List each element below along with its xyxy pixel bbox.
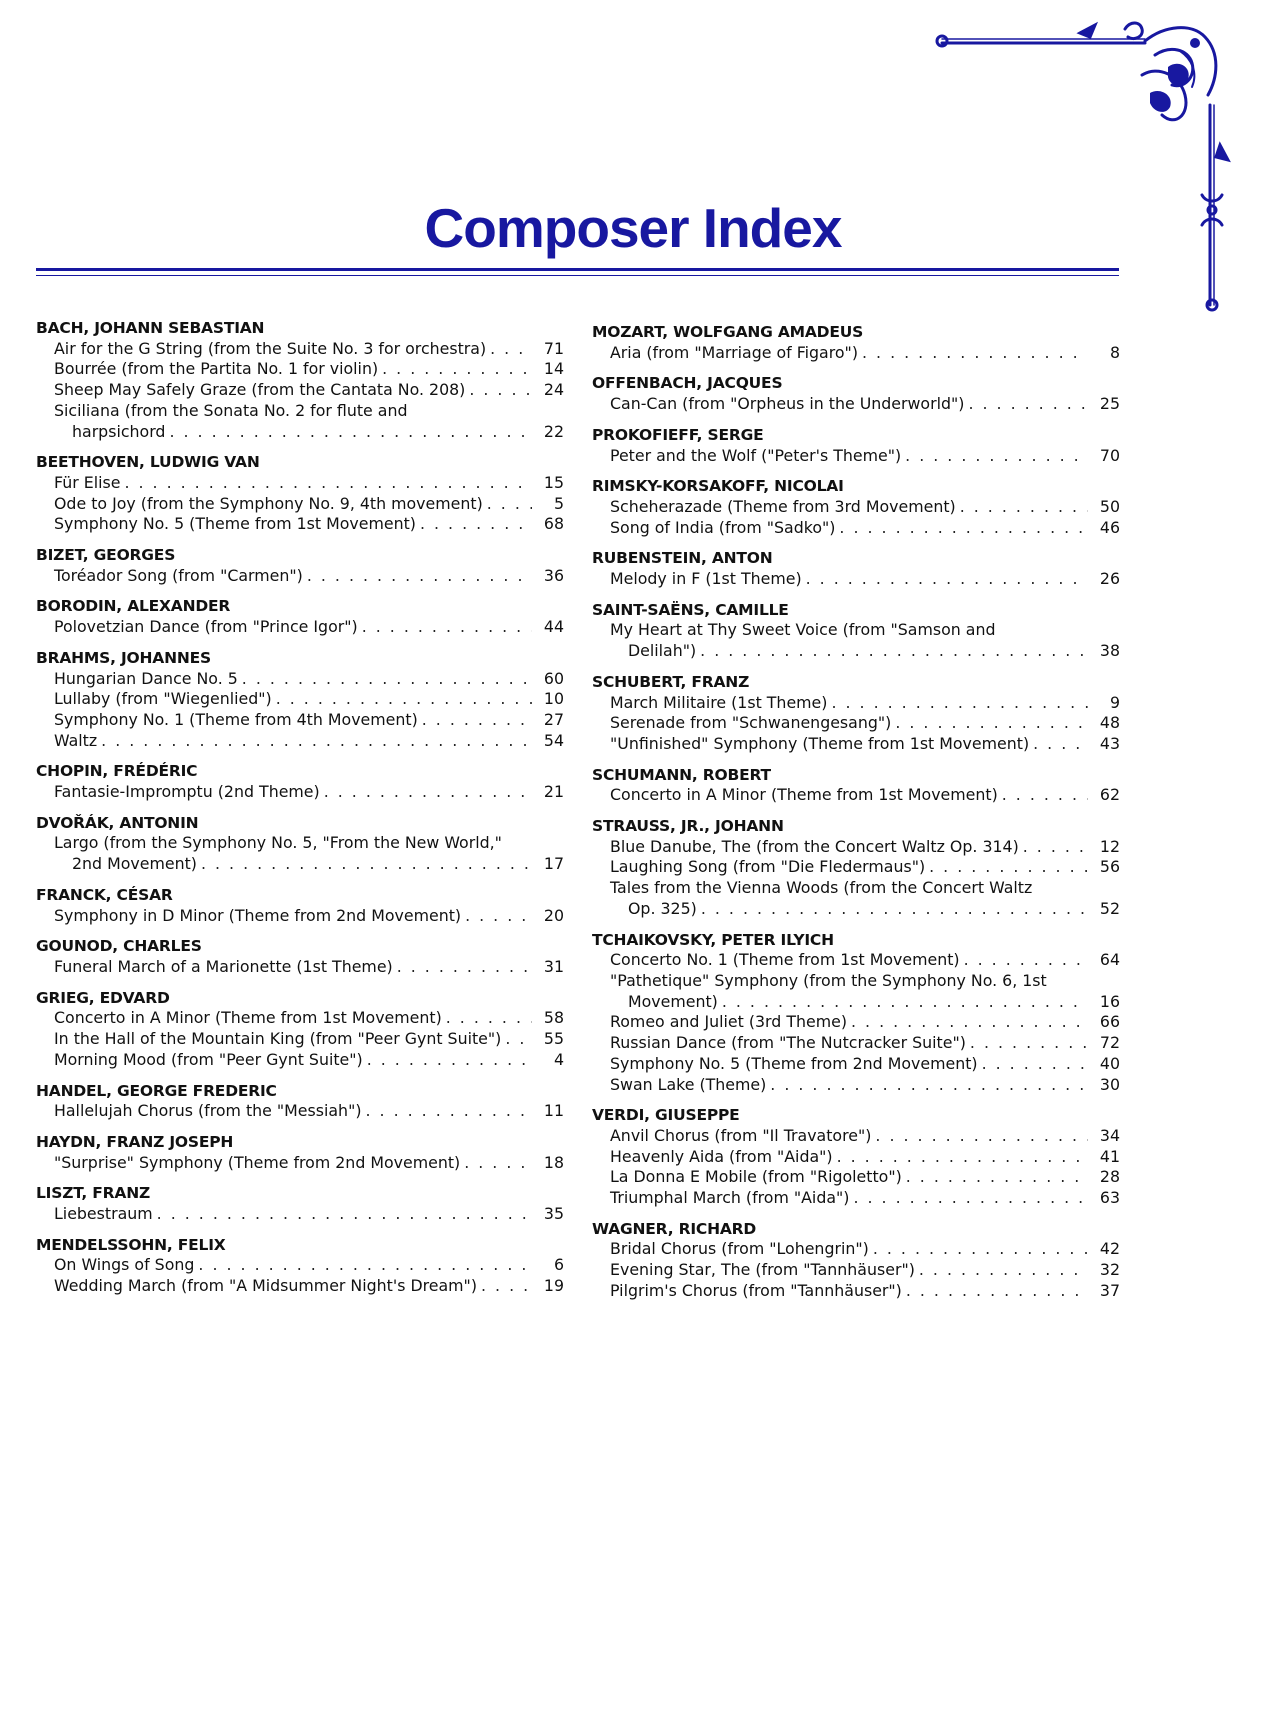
dot-leader <box>124 473 532 494</box>
entry-title: Ode to Joy (from the Symphony No. 9, 4th movement) <box>54 493 483 513</box>
entry-title: Russian Dance (from "The Nutcracker Suite") <box>610 1033 966 1053</box>
dot-leader <box>837 1147 1088 1168</box>
index-entry <box>592 837 1120 858</box>
composer-name: HAYDN, FRANZ JOSEPH <box>36 1132 234 1151</box>
page-number: 9 <box>1109 692 1120 712</box>
dot-leader <box>982 1054 1088 1075</box>
dot-leader <box>873 1239 1088 1260</box>
entry-title: "Unfinished" Symphony (Theme from 1st Movement) <box>610 733 1030 753</box>
index-entry <box>592 446 1120 467</box>
index-entry <box>592 569 1120 590</box>
index-entry <box>592 394 1120 415</box>
page-number: 52 <box>1099 898 1120 918</box>
dot-leader <box>464 1153 532 1174</box>
composer-name: GRIEG, EDVARD <box>36 988 170 1007</box>
dot-leader <box>853 1188 1088 1209</box>
dot-leader <box>307 566 532 587</box>
composer-block <box>592 373 1120 414</box>
index-entry <box>36 1008 564 1029</box>
page-number: 5 <box>553 493 564 513</box>
composer-name: BEETHOVEN, LUDWIG VAN <box>36 453 260 472</box>
page-number: 41 <box>1099 1146 1120 1166</box>
composer-block <box>592 765 1120 806</box>
dot-leader <box>851 1012 1088 1033</box>
dot-leader <box>198 1255 532 1276</box>
page-number: 44 <box>543 617 564 637</box>
dot-leader <box>157 1204 532 1225</box>
page-number: 50 <box>1099 496 1120 516</box>
composer-name: CHOPIN, FRÉDÉRIC <box>36 762 198 781</box>
dot-leader <box>367 1050 532 1071</box>
index-entry <box>592 1147 1120 1168</box>
composer-block <box>36 648 564 752</box>
entry-title: Concerto No. 1 (Theme from 1st Movement) <box>610 950 960 970</box>
entry-title: "Pathetique" Symphony (from the Symphony No. 6, 1st <box>610 970 1047 990</box>
page-number: 6 <box>553 1255 564 1275</box>
composer-name: BORODIN, ALEXANDER <box>36 597 231 616</box>
entry-continuation-row <box>54 422 564 443</box>
entry-title: Bourrée (from the Partita No. 1 for violin) <box>54 359 379 379</box>
dot-leader <box>1033 734 1088 755</box>
dot-leader <box>366 1101 533 1122</box>
index-entry <box>592 1012 1120 1033</box>
index-entry <box>592 1281 1120 1302</box>
page-number: 64 <box>1099 950 1120 970</box>
entry-title: Siciliana (from the Sonata No. 2 for flute and <box>54 400 408 420</box>
entry-title: Swan Lake (Theme) <box>610 1074 767 1094</box>
entry-title: Aria (from "Marriage of Figaro") <box>610 342 858 362</box>
index-entry <box>36 473 564 494</box>
index-entry <box>36 1276 564 1297</box>
index-entry <box>592 693 1120 714</box>
index-entry <box>36 514 564 535</box>
index-entry <box>592 1239 1120 1260</box>
composer-block <box>592 425 1120 466</box>
entry-title: Peter and the Wolf ("Peter's Theme") <box>610 445 902 465</box>
page-number: 20 <box>543 905 564 925</box>
dot-leader <box>276 689 532 710</box>
dot-leader <box>1023 837 1088 858</box>
composer-block <box>36 545 564 586</box>
composer-name: SAINT-SAËNS, CAMILLE <box>592 600 789 619</box>
index-entry <box>592 713 1120 734</box>
index-entry <box>592 785 1120 806</box>
entry-continuation-row <box>610 992 1120 1013</box>
composer-name: SCHUBERT, FRANZ <box>592 672 750 691</box>
index-entry <box>592 950 1120 971</box>
entry-title-continuation: 2nd Movement) <box>72 854 197 874</box>
dot-leader <box>906 1281 1088 1302</box>
index-entry <box>36 339 564 360</box>
index-entry <box>36 380 564 401</box>
composer-block <box>36 1183 564 1224</box>
dot-leader <box>701 899 1088 920</box>
page-number: 68 <box>543 514 564 534</box>
composer-block <box>592 476 1120 538</box>
entry-title: Pilgrim's Chorus (from "Tannhäuser") <box>610 1280 902 1300</box>
composer-name: LISZT, FRANZ <box>36 1184 151 1203</box>
page-number: 63 <box>1099 1188 1120 1208</box>
composer-name: SCHUMANN, ROBERT <box>592 765 771 784</box>
entry-title: Funeral March of a Marionette (1st Theme) <box>54 956 393 976</box>
page-number: 58 <box>543 1008 564 1028</box>
page-number: 46 <box>1099 517 1120 537</box>
page-number: 71 <box>543 338 564 358</box>
index-entry <box>592 1075 1120 1096</box>
dot-leader <box>970 1033 1088 1054</box>
dot-leader <box>420 514 532 535</box>
composer-name: DVOŘÁK, ANTONIN <box>36 813 199 832</box>
page-number: 55 <box>543 1029 564 1049</box>
entry-title: Heavenly Aida (from "Aida") <box>610 1146 833 1166</box>
entry-title: Bridal Chorus (from "Lohengrin") <box>610 1239 869 1259</box>
dot-leader <box>806 569 1088 590</box>
index-entry <box>36 1029 564 1050</box>
composer-name: OFFENBACH, JACQUES <box>592 374 783 393</box>
entry-title: Scheherazade (Theme from 3rd Movement) <box>610 496 956 516</box>
entry-title: Polovetzian Dance (from "Prince Igor") <box>54 617 358 637</box>
index-entry <box>592 620 1120 661</box>
composer-block <box>36 1132 564 1173</box>
entry-continuation-row <box>610 641 1120 662</box>
dot-leader <box>362 617 532 638</box>
composer-block <box>592 816 1120 920</box>
dot-leader <box>397 957 532 978</box>
entry-title: Toréador Song (from "Carmen") <box>54 565 303 585</box>
index-entry <box>36 1153 564 1174</box>
page-number: 38 <box>1099 641 1120 661</box>
title-rule-thin <box>36 275 1119 276</box>
entry-title: La Donna E Mobile (from "Rigoletto") <box>610 1167 902 1187</box>
entry-title: Fantasie-Impromptu (2nd Theme) <box>54 782 320 802</box>
dot-leader <box>465 906 532 927</box>
dot-leader <box>481 1276 532 1297</box>
entry-title-continuation: Delilah") <box>628 641 697 661</box>
page-title: Composer Index <box>424 197 842 259</box>
index-entry <box>592 878 1120 919</box>
composer-block <box>592 930 1120 1096</box>
index-entry <box>36 566 564 587</box>
index-entry <box>592 1033 1120 1054</box>
entry-title: In the Hall of the Mountain King (from "Peer Gynt Suite") <box>54 1029 502 1049</box>
page-number: 31 <box>543 956 564 976</box>
index-entry <box>592 1167 1120 1188</box>
entry-title: Concerto in A Minor (Theme from 1st Movement) <box>54 1008 442 1028</box>
page-number: 40 <box>1099 1053 1120 1073</box>
entry-title: Symphony in D Minor (Theme from 2nd Movement) <box>54 905 462 925</box>
composer-block <box>36 1235 564 1297</box>
composer-name: TCHAIKOVSKY, PETER ILYICH <box>592 930 834 949</box>
entry-title: Waltz <box>54 730 98 750</box>
page-number: 56 <box>1099 857 1120 877</box>
index-entry <box>36 669 564 690</box>
dot-leader <box>490 339 532 360</box>
composer-name: FRANCK, CÉSAR <box>36 885 173 904</box>
composer-block <box>36 1081 564 1122</box>
dot-leader <box>929 857 1088 878</box>
dot-leader <box>382 359 532 380</box>
dot-leader <box>905 446 1088 467</box>
entry-title: Symphony No. 5 (Theme from 2nd Movement) <box>610 1053 978 1073</box>
composer-name: VERDI, GIUSEPPE <box>592 1106 740 1125</box>
composer-block <box>36 988 564 1071</box>
composer-block <box>36 452 564 535</box>
page-number: 19 <box>543 1276 564 1296</box>
dot-leader <box>960 497 1088 518</box>
page-number: 14 <box>543 359 564 379</box>
entry-title: Laughing Song (from "Die Fledermaus") <box>610 857 926 877</box>
dot-leader <box>770 1075 1088 1096</box>
dot-leader <box>505 1029 532 1050</box>
dot-leader <box>906 1167 1088 1188</box>
index-entry <box>36 494 564 515</box>
dot-leader <box>324 782 532 803</box>
composer-block <box>36 318 564 442</box>
page-number: 42 <box>1099 1239 1120 1259</box>
composer-block <box>592 600 1120 662</box>
entry-title: Sheep May Safely Graze (from the Cantata No. 208) <box>54 380 466 400</box>
entry-title: Song of India (from "Sadko") <box>610 517 836 537</box>
page-number: 35 <box>543 1204 564 1224</box>
dot-leader <box>831 693 1088 714</box>
composer-block <box>592 322 1120 363</box>
entry-continuation-row <box>54 854 564 875</box>
page-number: 10 <box>543 689 564 709</box>
page-number: 15 <box>543 472 564 492</box>
composer-name: GOUNOD, CHARLES <box>36 937 202 956</box>
page-number: 12 <box>1099 836 1120 856</box>
composer-block <box>592 1105 1120 1209</box>
composer-name: WAGNER, RICHARD <box>592 1219 757 1238</box>
entry-title: Lullaby (from "Wiegenlied") <box>54 689 272 709</box>
entry-title: Liebestraum <box>54 1204 153 1224</box>
dot-leader <box>422 710 532 731</box>
composer-block <box>592 548 1120 589</box>
left-index-column <box>36 318 564 1307</box>
index-entry <box>592 971 1120 1012</box>
index-entry <box>592 518 1120 539</box>
dot-leader <box>1002 785 1088 806</box>
page-number: 66 <box>1099 1012 1120 1032</box>
index-entry <box>36 1101 564 1122</box>
composer-name: RIMSKY-KORSAKOFF, NICOLAI <box>592 477 844 496</box>
entry-title: Can-Can (from "Orpheus in the Underworld") <box>610 394 965 414</box>
composer-block <box>592 1219 1120 1302</box>
index-entry <box>592 734 1120 755</box>
composer-name: PROKOFIEFF, SERGE <box>592 425 764 444</box>
index-entry <box>36 906 564 927</box>
index-entry <box>36 710 564 731</box>
page-number: 54 <box>543 730 564 750</box>
composer-block <box>36 936 564 977</box>
page-number: 48 <box>1099 713 1120 733</box>
index-entry <box>592 497 1120 518</box>
page-number: 21 <box>543 782 564 802</box>
page-number: 36 <box>543 565 564 585</box>
entry-title: Blue Danube, The (from the Concert Waltz Op. 314) <box>610 836 1019 856</box>
index-entry <box>36 782 564 803</box>
entry-title: Symphony No. 5 (Theme from 1st Movement) <box>54 514 416 534</box>
index-entry <box>592 343 1120 364</box>
dot-leader <box>101 731 532 752</box>
entry-title: Wedding March (from "A Midsummer Night's Dream") <box>54 1276 477 1296</box>
dot-leader <box>895 713 1088 734</box>
index-entry <box>36 359 564 380</box>
entry-title: Anvil Chorus (from "Il Travatore") <box>610 1125 872 1145</box>
page-number: 27 <box>543 709 564 729</box>
page-number: 30 <box>1099 1074 1120 1094</box>
entry-title: Serenade from "Schwanengesang") <box>610 713 892 733</box>
composer-block <box>36 596 564 637</box>
entry-title: Concerto in A Minor (Theme from 1st Movement) <box>610 785 998 805</box>
composer-block <box>592 672 1120 755</box>
entry-title-continuation: Movement) <box>628 991 718 1011</box>
page-number: 25 <box>1099 394 1120 414</box>
page-number: 37 <box>1099 1280 1120 1300</box>
composer-name: BACH, JOHANN SEBASTIAN <box>36 319 265 337</box>
page-number: 16 <box>1099 991 1120 1011</box>
entry-title: My Heart at Thy Sweet Voice (from "Samson and <box>610 620 996 640</box>
index-entry <box>36 957 564 978</box>
entry-title: "Surprise" Symphony (Theme from 2nd Movement) <box>54 1152 461 1172</box>
dot-leader <box>862 343 1088 364</box>
page-number: 34 <box>1099 1125 1120 1145</box>
index-entry <box>36 401 564 442</box>
page-number: 70 <box>1099 445 1120 465</box>
entry-title: Air for the G String (from the Suite No. 3 for orchestra) <box>54 338 487 358</box>
entry-title-continuation: Op. 325) <box>628 898 697 918</box>
index-entry <box>36 617 564 638</box>
page-number: 22 <box>543 421 564 441</box>
dot-leader <box>964 950 1088 971</box>
index-entry <box>36 833 564 874</box>
entry-title: Largo (from the Symphony No. 5, "From the New World," <box>54 833 502 853</box>
entry-title: Evening Star, The (from "Tannhäuser") <box>610 1260 915 1280</box>
entry-title-continuation: harpsichord <box>72 421 166 441</box>
dot-leader <box>446 1008 532 1029</box>
dot-leader <box>722 992 1088 1013</box>
composer-block <box>36 761 564 802</box>
index-entry <box>592 1260 1120 1281</box>
dot-leader <box>839 518 1088 539</box>
entry-title: Triumphal March (from "Aida") <box>610 1188 850 1208</box>
page-number: 32 <box>1099 1260 1120 1280</box>
dot-leader <box>169 422 532 443</box>
entry-title: Für Elise <box>54 472 121 492</box>
page-number: 24 <box>543 380 564 400</box>
index-entry <box>592 1054 1120 1075</box>
entry-title: Symphony No. 1 (Theme from 4th Movement) <box>54 709 418 729</box>
entry-title: Morning Mood (from "Peer Gynt Suite") <box>54 1049 363 1069</box>
composer-name: BRAHMS, JOHANNES <box>36 648 211 667</box>
composer-block <box>36 813 564 875</box>
index-entry <box>36 1204 564 1225</box>
entry-title: March Militaire (1st Theme) <box>610 692 828 712</box>
right-index-column <box>592 322 1120 1312</box>
entry-title: Romeo and Juliet (3rd Theme) <box>610 1012 847 1032</box>
composer-name: HANDEL, GEORGE FREDERIC <box>36 1081 277 1100</box>
composer-name: RUBENSTEIN, ANTON <box>592 549 773 568</box>
index-entry <box>36 731 564 752</box>
page-number: 26 <box>1099 569 1120 589</box>
index-entry <box>592 1126 1120 1147</box>
entry-continuation-row <box>610 899 1120 920</box>
composer-name: STRAUSS, JR., JOHANN <box>592 817 784 836</box>
dot-leader <box>469 380 532 401</box>
page-number: 62 <box>1099 785 1120 805</box>
dot-leader <box>968 394 1088 415</box>
page-number: 17 <box>543 854 564 874</box>
dot-leader <box>700 641 1088 662</box>
entry-title: Melody in F (1st Theme) <box>610 569 802 589</box>
index-entry <box>36 689 564 710</box>
title-rule-thick <box>36 268 1119 271</box>
page-number: 8 <box>1109 342 1120 362</box>
page-number: 11 <box>543 1101 564 1121</box>
page-number: 72 <box>1099 1033 1120 1053</box>
entry-title: Tales from the Vienna Woods (from the Concert Waltz <box>610 878 1033 898</box>
composer-name: MOZART, WOLFGANG AMADEUS <box>592 323 864 341</box>
composer-name: MENDELSSOHN, FELIX <box>36 1235 226 1254</box>
entry-title: Hallelujah Chorus (from the "Messiah") <box>54 1101 362 1121</box>
dot-leader <box>487 494 532 515</box>
dot-leader <box>875 1126 1088 1147</box>
dot-leader <box>919 1260 1088 1281</box>
entry-title: Hungarian Dance No. 5 <box>54 668 238 688</box>
composer-name: BIZET, GEORGES <box>36 546 176 565</box>
page-number: 43 <box>1099 733 1120 753</box>
page-number: 18 <box>543 1152 564 1172</box>
index-entry <box>36 1050 564 1071</box>
index-entry <box>592 857 1120 878</box>
composer-block <box>36 885 564 926</box>
dot-leader <box>201 854 532 875</box>
page-number: 28 <box>1099 1167 1120 1187</box>
entry-title: On Wings of Song <box>54 1255 195 1275</box>
page-number: 60 <box>543 668 564 688</box>
dot-leader <box>242 669 532 690</box>
page-number: 4 <box>553 1049 564 1069</box>
index-entry <box>36 1255 564 1276</box>
index-entry <box>592 1188 1120 1209</box>
